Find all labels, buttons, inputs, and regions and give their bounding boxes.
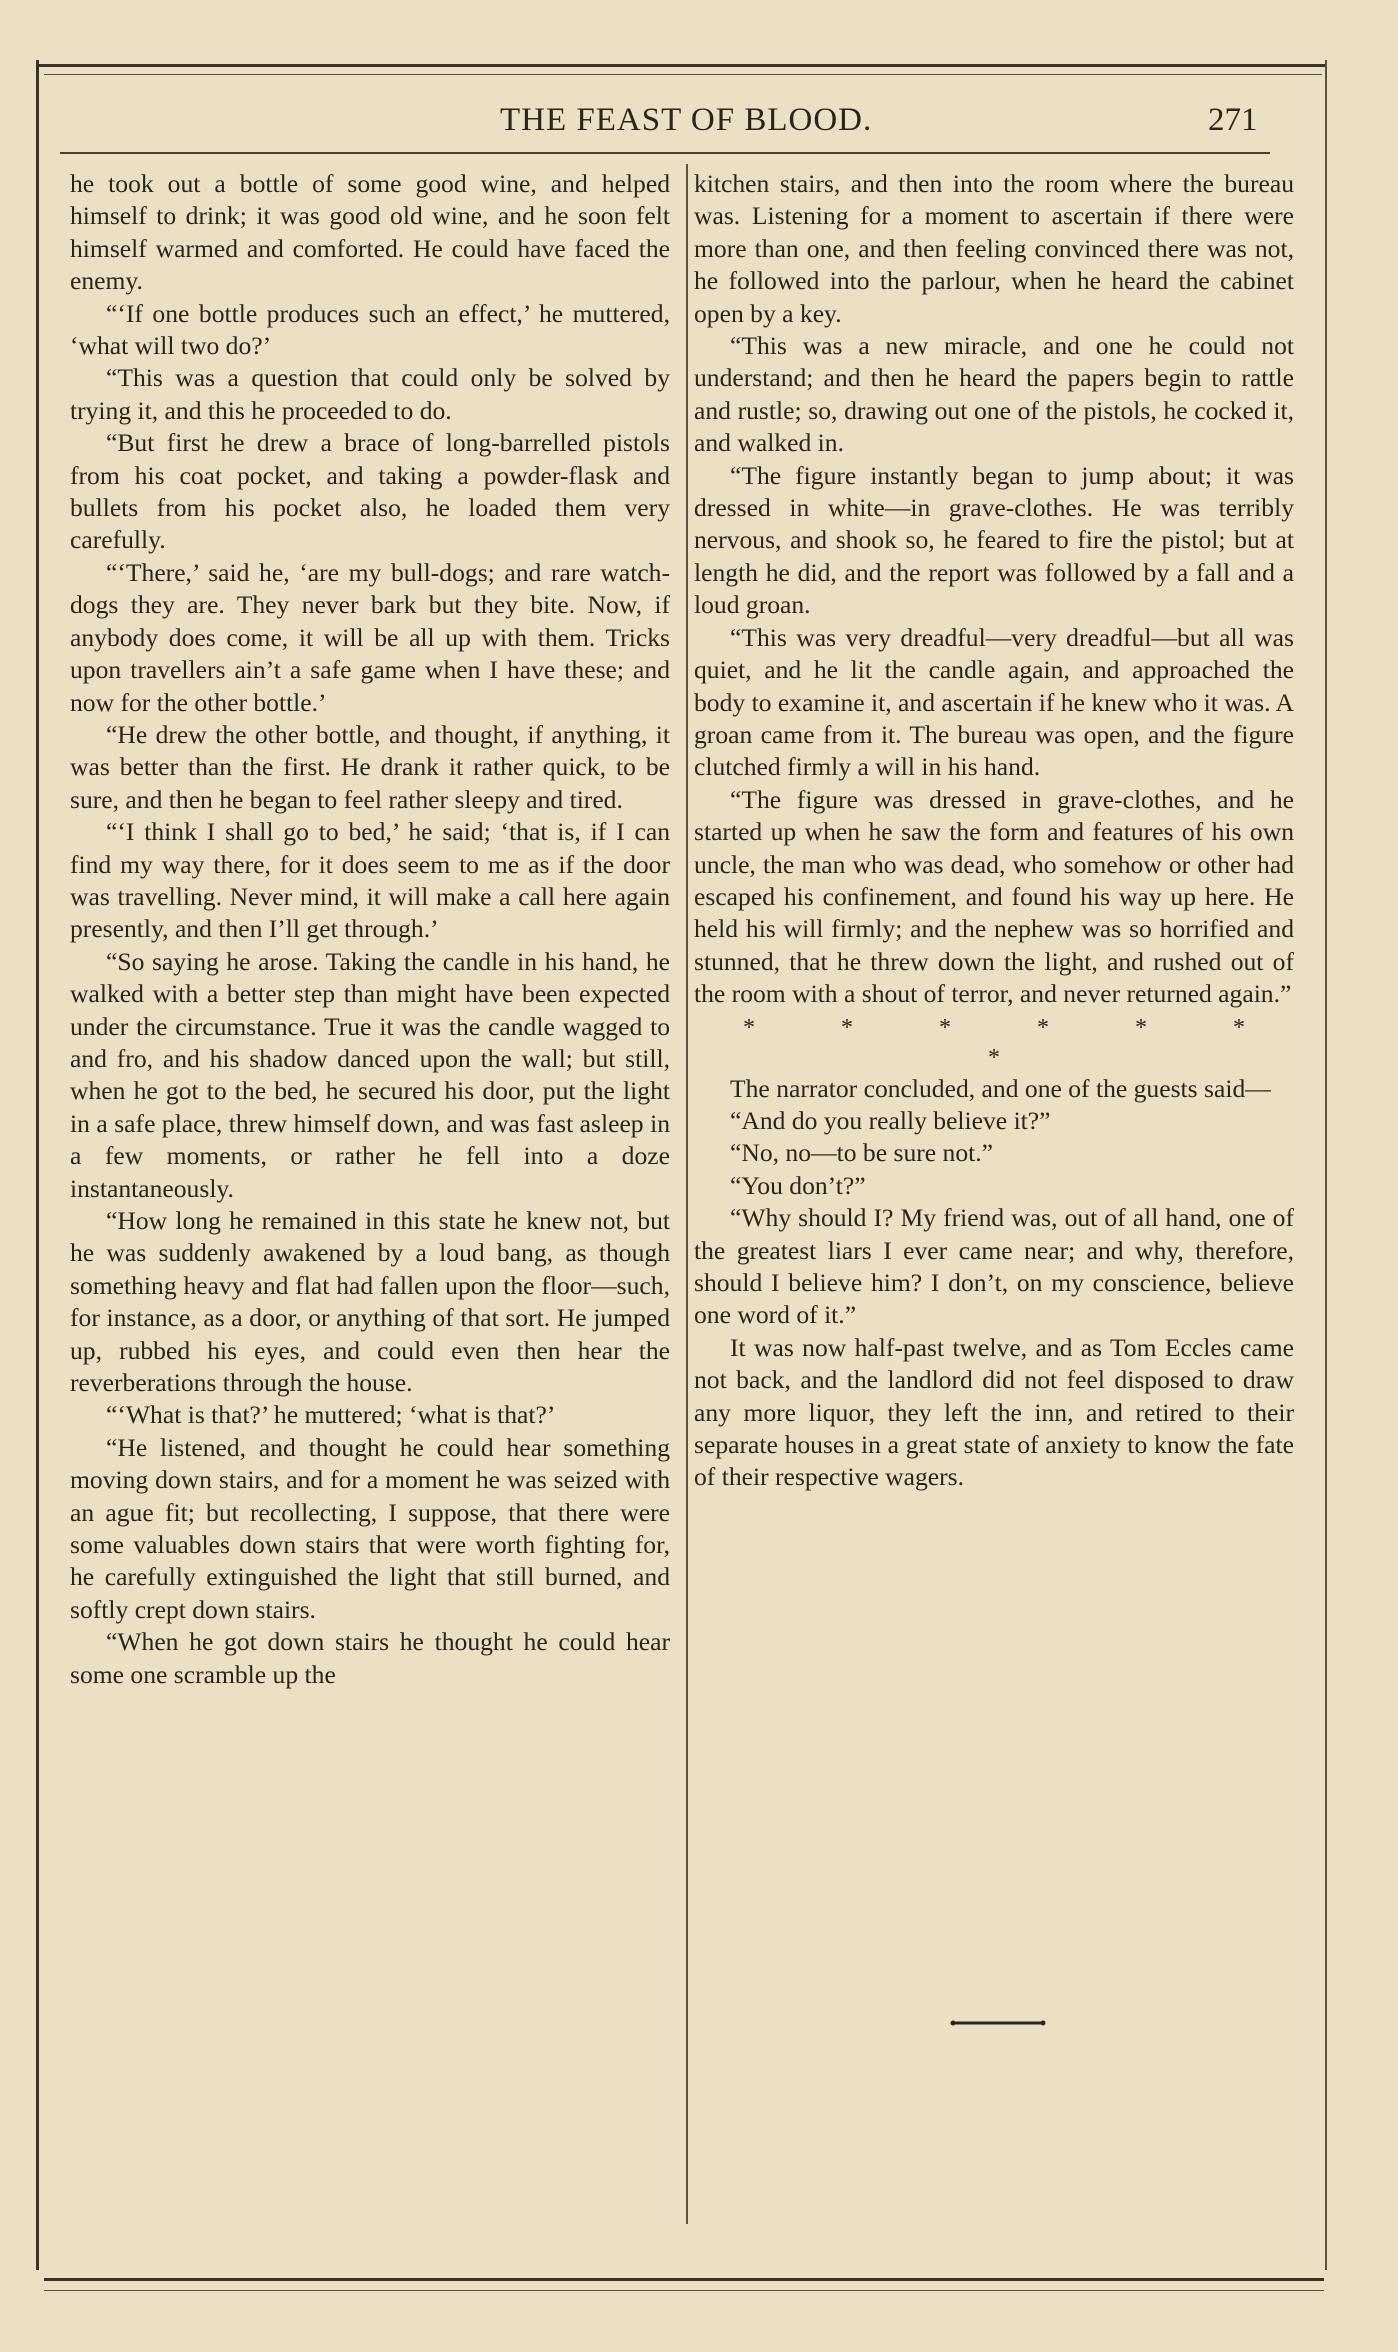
paragraph: “He listened, and thought he could hear something moving down stairs, and for a moment he was seized with an ague fit; but recollecting, I suppose, that there were some valuables down stairs that were worth fighting for, he carefully extinguished the light that still burned, and softly crept down stairs. [70,1432,670,1624]
paragraph: “The figure instantly began to jump about; it was dressed in white—in grave-clothes. He was terribly nervous, and shook so, he feared to fire the pistol; but at length he did, and the report was followed by a fall and a loud groan. [694,460,1294,620]
paragraph: “When he got down stairs he thought he could hear some one scramble up the [70,1627,670,1689]
paragraph: “No, no—to be sure not.” [730,1138,993,1168]
header-rule [60,152,1270,154]
paragraph: “‘If one bottle produces such an effect,’ he muttered, ‘what will two do?’ [70,298,670,361]
right-column [694,168,1294,1494]
paragraph: “‘I think I shall go to bed,’ he said; ‘that is, if I can find my way there, for it does seem to me as if the door was travelling. Never mind, it will make a call here again presently, and then I’ll get through.’ [70,817,670,944]
page-header [60,96,1260,146]
paragraph: “How long he remained in this state he knew not, but he was suddenly awakened by a loud bang, as though something heavy and flat had fallen upon the floor—such, for instance, as a door, or anything of that sort. He jumped up, rubbed his eyes, and could even then hear the reverberations through the house. [70,1206,670,1398]
paragraph: “This was a new miracle, and one he could not understand; and then he heard the papers begin to rattle and rustle; so, drawing out one of the pistols, he cocked it, and walked in. [694,331,1294,458]
paragraph: “He drew the other bottle, and thought, if anything, it was better than the first. He drank it rather quick, to be sure, and then he began to feel rather sleepy and tired. [70,719,670,814]
paragraph: It was now half-past twelve, and as Tom Eccles came not back, and the landlord did not feel disposed to draw any more liquor, they left the inn, and retired to their separate houses in a great state of anxiety to know the fate of their respective wagers. [694,1332,1294,1492]
paragraph: he took out a bottle of some good wine, and helped himself to drink; it was good old wine, and he soon felt himself warmed and comforted. He could have faced the enemy. [70,169,670,296]
paragraph: “This was very dreadful—very dreadful—but all was quiet, and he lit the candle again, and approached the body to examine it, and ascertain if he knew who it was. A groan came from it. The bureau was open, and the figure clutched firmly a will in his hand. [694,622,1294,782]
paragraph: “This was a question that could only be solved by trying it, and this he proceeded to do. [70,363,670,425]
paragraph: The narrator concluded, and one of the guests said— [730,1073,1271,1103]
paragraph: “But first he drew a brace of long-barrelled pistols from his coat pocket, and taking a powder-flask and bullets from his pocket also, he loaded them very carefully. [70,428,670,555]
paragraph: “‘What is that?’ he muttered; ‘what is that?’ [106,1400,556,1430]
left-column [70,168,670,1691]
paragraph: “So saying he arose. Taking the candle in his hand, he walked with a better step than might have been expected under the circumstance. True it was the candle wagged to and fro, and his shadow danced upon the wall; but still, when he got to the bed, he secured his door, put the light in a safe place, threw himself down, and was fast asleep in a few moments, or rather he fell into a doze instantaneously. [70,946,670,1203]
paragraph: kitchen stairs, and then into the room where the bureau was. Listening for a moment to ascertain if there were more than one, and then feeling convinced there was not, he followed into the parlour, when he heard the cabinet open by a key. [694,169,1294,328]
paragraph: “‘There,’ said he, ‘are my bull-dogs; and rare watch-dogs they are. They never bark but they bite. Now, if anybody does come, it will be all up with them. Tricks upon travellers ain’t a safe game when I have these; and now for the other bottle.’ [70,557,670,717]
paragraph: “And do you really believe it?” [730,1105,1051,1135]
paragraph: “The figure was dressed in grave-clothes, and he started up when he saw the form and features of his own uncle, the man who was dead, who somehow or other had escaped his confinement, and found his way up here. He held his will firmly; and the nephew was so horrified and stunned, that he threw down the light, and rushed out of the room with a shout of terror, and never returned again.” [694,784,1294,1009]
column-divider [686,164,688,2224]
end-ornament [950,2020,1046,2026]
section-break-asterisks: * * * * * * * [743,1014,1285,1071]
page-number: 271 [1208,102,1258,138]
paragraph: “You don’t?” [730,1170,866,1200]
bottom-border-rule-thin [44,2290,1324,2291]
bottom-border-rule [44,2278,1324,2281]
paragraph: “Why should I? My friend was, out of all hand, one of the greatest liars I ever came near; and why, therefore, should I believe him? I don’t, on my conscience, believe one word of it.” [694,1203,1294,1330]
running-title: THE FEAST OF BLOOD. [500,102,873,138]
